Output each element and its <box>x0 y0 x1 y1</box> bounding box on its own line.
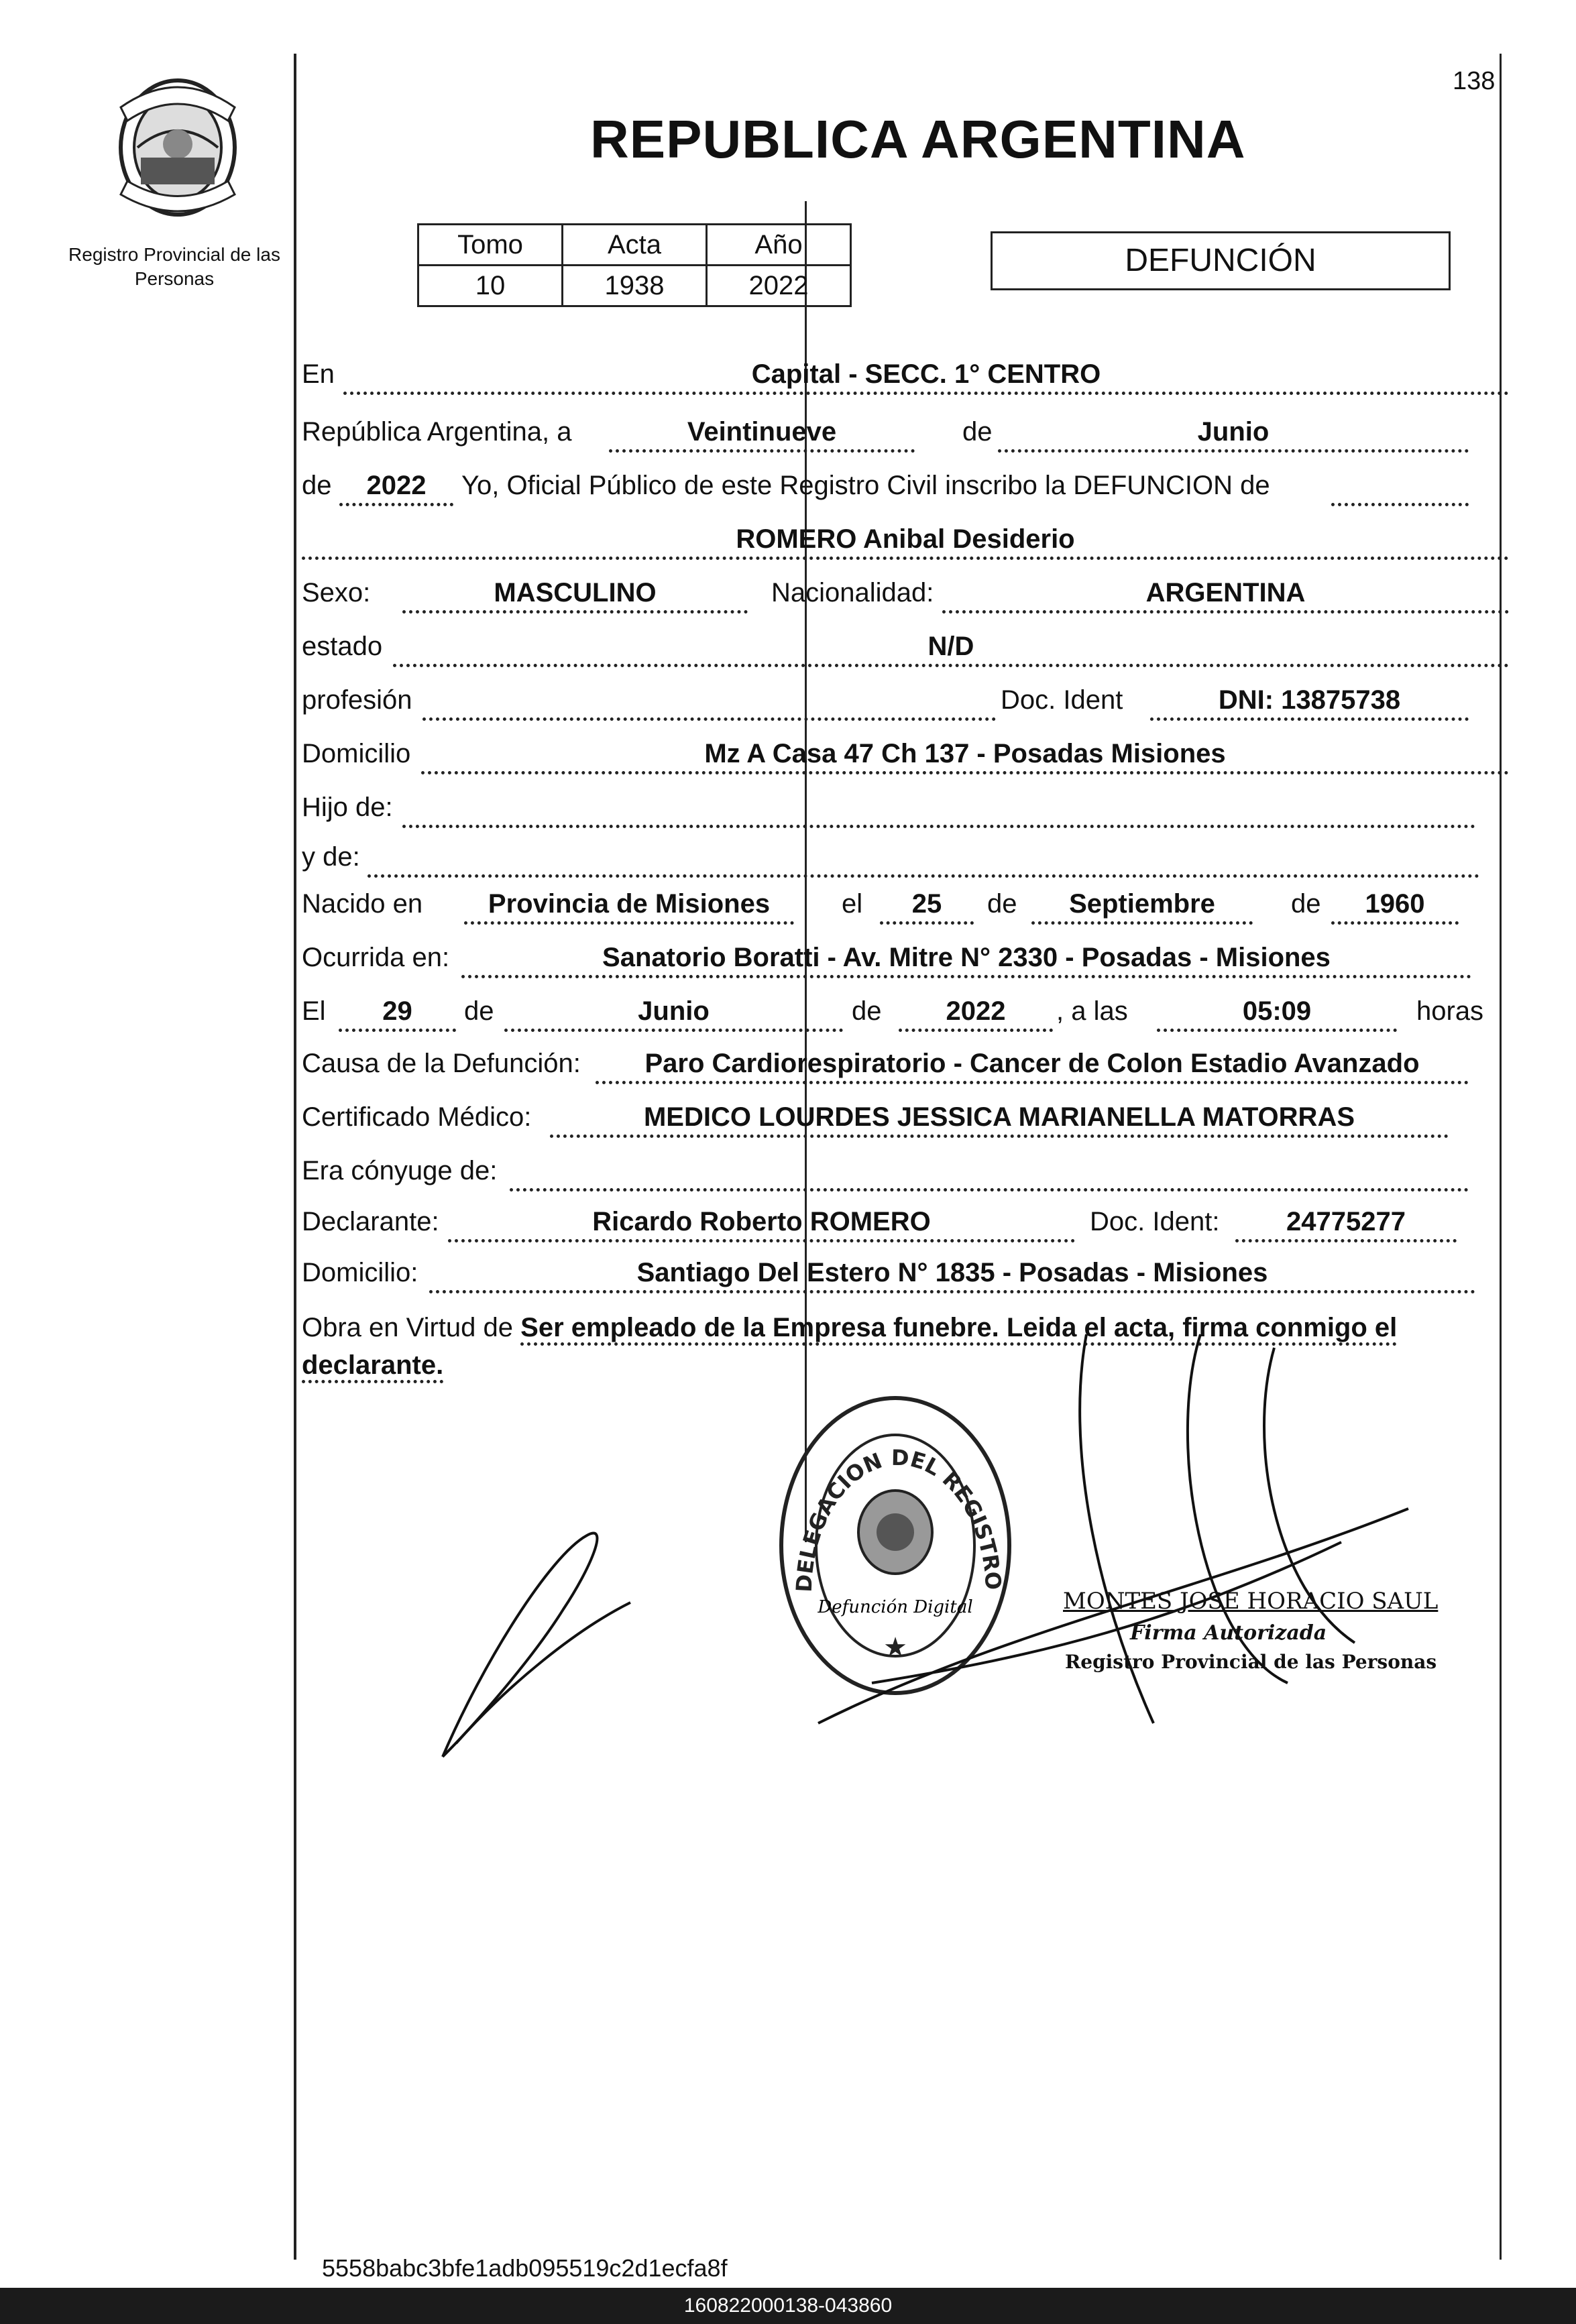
death-year-field: 2022 <box>899 994 1053 1032</box>
hijo-de-field <box>402 790 1475 828</box>
death-month-field: Junio <box>504 994 843 1032</box>
causa-label: Causa de la Defunción: <box>302 1049 581 1078</box>
birth-day-field: 25 <box>880 886 974 925</box>
estado-label: estado <box>302 632 383 661</box>
table-value-acta: 1938 <box>563 266 707 306</box>
certificado-label: Certificado Médico: <box>302 1102 532 1132</box>
table-header-ano: Año <box>707 225 851 266</box>
nacido-de2-label: de <box>1291 889 1321 919</box>
y-de-label: y de: <box>302 842 360 872</box>
official-signature <box>805 1308 1529 1790</box>
table-value-tomo: 10 <box>418 266 563 306</box>
fecha-de2-label: de <box>852 996 882 1026</box>
intro-trailing-field <box>1331 468 1469 506</box>
domicilio2-field: Santiago Del Estero N° 1835 - Posadas - Misiones <box>429 1255 1475 1293</box>
y-de-field <box>368 839 1479 878</box>
table-header-tomo: Tomo <box>418 225 563 266</box>
barcode-id: 160822000138-043860 <box>0 2288 1576 2324</box>
estado-field: N/D <box>393 629 1509 667</box>
date-label: República Argentina, a <box>302 417 572 447</box>
date-de-label: de <box>962 417 993 447</box>
nacionalidad-label: Nacionalidad: <box>771 578 934 607</box>
nacido-el-label: el <box>842 889 863 919</box>
causa-field: Paro Cardiorespiratorio - Cancer de Colon Estadio Avanzado <box>596 1046 1469 1084</box>
doc-ident-label: Doc. Ident <box>1001 685 1123 715</box>
profesion-label: profesión <box>302 685 412 715</box>
birth-year-field: 1960 <box>1331 886 1459 925</box>
table-header-acta: Acta <box>563 225 707 266</box>
doc-ident-field: DNI: 13875738 <box>1150 683 1469 721</box>
nacionalidad-field: ARGENTINA <box>942 575 1509 614</box>
birth-month-field: Septiembre <box>1031 886 1253 925</box>
conyuge-label: Era cónyuge de: <box>302 1156 498 1185</box>
en-field: Capital - SECC. 1° CENTRO <box>343 357 1509 395</box>
hijo-de-label: Hijo de: <box>302 793 393 822</box>
page-title: REPUBLICA ARGENTINA <box>590 109 1246 169</box>
birth-place-field: Provincia de Misiones <box>464 886 794 925</box>
stamp-inner-text: Defunción Digital <box>818 1597 973 1617</box>
nacido-label: Nacido en <box>302 889 423 919</box>
ocurrida-field: Sanatorio Boratti - Av. Mitre N° 2330 - Posadas - Misiones <box>461 940 1471 978</box>
horas-label: horas <box>1416 996 1484 1026</box>
en-label: En <box>302 359 335 389</box>
doc-ident2-field: 24775277 <box>1235 1204 1457 1242</box>
page-number: 138 <box>1453 67 1496 95</box>
domicilio2-label: Domicilio: <box>302 1258 418 1287</box>
declarante-signature <box>429 1529 651 1770</box>
domicilio-field: Mz A Casa 47 Ch 137 - Posadas Misiones <box>421 736 1509 774</box>
stamp-star-icon: ★ <box>883 1633 907 1662</box>
a-las-label: , a las <box>1056 996 1128 1026</box>
stamp-outer-text: DELEGACION DEL REGISTRO <box>791 1444 1007 1593</box>
table-value-ano: 2022 <box>707 266 851 306</box>
document-hash: 5558babc3bfe1adb095519c2d1ecfa8f <box>322 2254 728 2282</box>
year-de-label: de <box>302 471 332 500</box>
left-margin-rule <box>294 54 296 2260</box>
ocurrida-label: Ocurrida en: <box>302 943 450 972</box>
domicilio-label: Domicilio <box>302 739 411 768</box>
registry-name: Registro Provincial de las Personas <box>68 244 280 289</box>
obra-field: Ser empleado de la Empresa funebre. Leida el acta, firma conmigo el declarante. <box>302 1313 1397 1383</box>
declarante-label: Declarante: <box>302 1207 439 1236</box>
signatory-role: Firma Autorizada <box>1130 1621 1327 1645</box>
year-field: 2022 <box>339 468 453 506</box>
record-type-box: DEFUNCIÓN <box>991 231 1451 290</box>
province-emblem <box>101 67 255 221</box>
record-table <box>417 223 852 307</box>
certificado-field: MEDICO LOURDES JESSICA MARIANELLA MATORRAS <box>550 1100 1449 1138</box>
conyuge-field <box>510 1153 1469 1192</box>
sexo-field: MASCULINO <box>402 575 748 614</box>
fecha-de1-label: de <box>464 996 494 1026</box>
obra-label: Obra en Virtud de <box>302 1313 514 1342</box>
death-time-field: 05:09 <box>1157 994 1397 1032</box>
intro-text: Yo, Oficial Público de este Registro Civil inscribo la DEFUNCION de <box>461 471 1270 500</box>
fecha-el-label: El <box>302 996 326 1026</box>
signatory-name: MONTES JOSE HORACIO SAUL <box>1063 1588 1439 1615</box>
sexo-label: Sexo: <box>302 578 371 607</box>
death-day-field: 29 <box>339 994 456 1032</box>
declarante-field: Ricardo Roberto ROMERO <box>448 1204 1075 1242</box>
month-field: Junio <box>998 414 1469 453</box>
signatory-office: Registro Provincial de las Personas <box>1065 1651 1437 1673</box>
doc-ident2-label: Doc. Ident: <box>1090 1207 1220 1236</box>
day-words-field: Veintinueve <box>609 414 915 453</box>
emblem-icon <box>101 67 255 221</box>
deceased-name-field: ROMERO Anibal Desiderio <box>302 522 1509 560</box>
profesion-field <box>423 683 996 721</box>
nacido-de1-label: de <box>987 889 1017 919</box>
